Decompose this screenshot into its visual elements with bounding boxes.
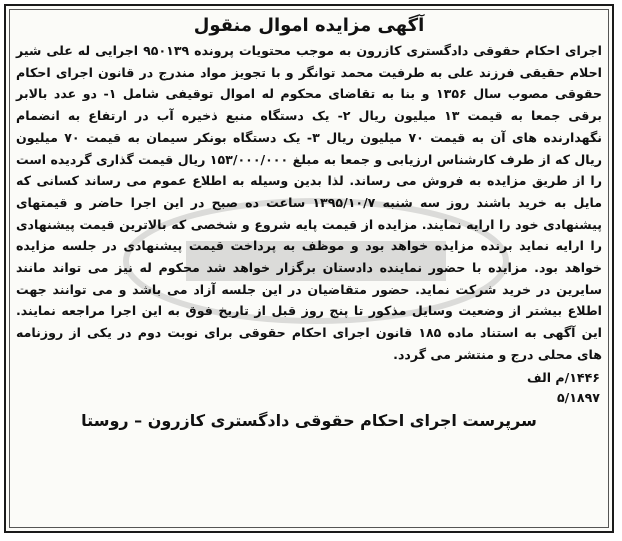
reference-numbers — [18, 368, 600, 408]
notice-signature: سرپرست اجرای احکام حقوقی دادگستری کازرون – روستا — [81, 410, 537, 430]
auction-notice — [4, 4, 614, 533]
notice-body-text: اجرای احکام حقوقی دادگستری کازرون به موجب محتویات پرونده ۹۵۰۱۳۹ اجرایی له علی شیر احلام حقیقی فرزند علی به طرفیت محمد توانگر و با تجویز مواد مندرج در قانون اجرای احکام حقوقی مصوب سال ۱۳۵۶ و بنا به تقاضای محکوم له اموال توقیفی شامل ۱- دو عدد بالابر برقی جمعا به قیمت ۱۳ میلیون ریال ۲- یک دستگاه منبع ذخیره آب در ارتفاع به انضمام نگهدارنده های آن به قیمت ۷۰ میلیون ریال ۳- یک دستگاه بونکر سیمان به قیمت ۷۰ میلیون ریال که از طرف کارشناس ارزیابی و جمعا به مبلغ ۱۵۳/۰۰۰/۰۰۰ ریال قیمت گذاری گردیده است را از طریق مزایده به فروش می رساند. لذا بدین وسیله به اطلاع عموم می رساند کسانی که مایل به خرید باشند روز سه شنبه ۱۳۹۵/۱۰/۷ ساعت ده صبح در این اجرا حاضر و قیمتهای پیشنهادی خود را ارایه نمایند. مزایده از قیمت پایه شروع و شخصی که بالاترین قیمت پیشنهادی را ارایه نماید برنده مزایده خواهد بود و موظف به پرداخت قیمت پیشنهادی در جلسه مزایده خواهد بود. مزایده با حضور نماینده دادستان برگزار خواهد شد محکوم له نیز می تواند مانند سایرین در خرید شرکت نماید. حضور متقاضیان در این جلسه آزاد می باشد و می توانند جهت اطلاع بیشتر از وضعیت وسایل مذکور تا پنج روز قبل از تاریخ فوق به این اجرا مراجعه نمایند. این آگهی به استناد ماده ۱۸۵ قانون اجرای احکام حقوقی برای نوبت دوم در یکی از روزنامه های محلی درج و منتشر می گردد. — [16, 43, 602, 362]
reference-number-1: ۱۴۴۶/م الف — [526, 369, 600, 385]
notice-body — [16, 40, 602, 366]
notice-title: آگهی مزایده اموال منقول — [193, 15, 425, 36]
reference-number-2: ۵/۱۸۹۷ — [556, 389, 600, 405]
